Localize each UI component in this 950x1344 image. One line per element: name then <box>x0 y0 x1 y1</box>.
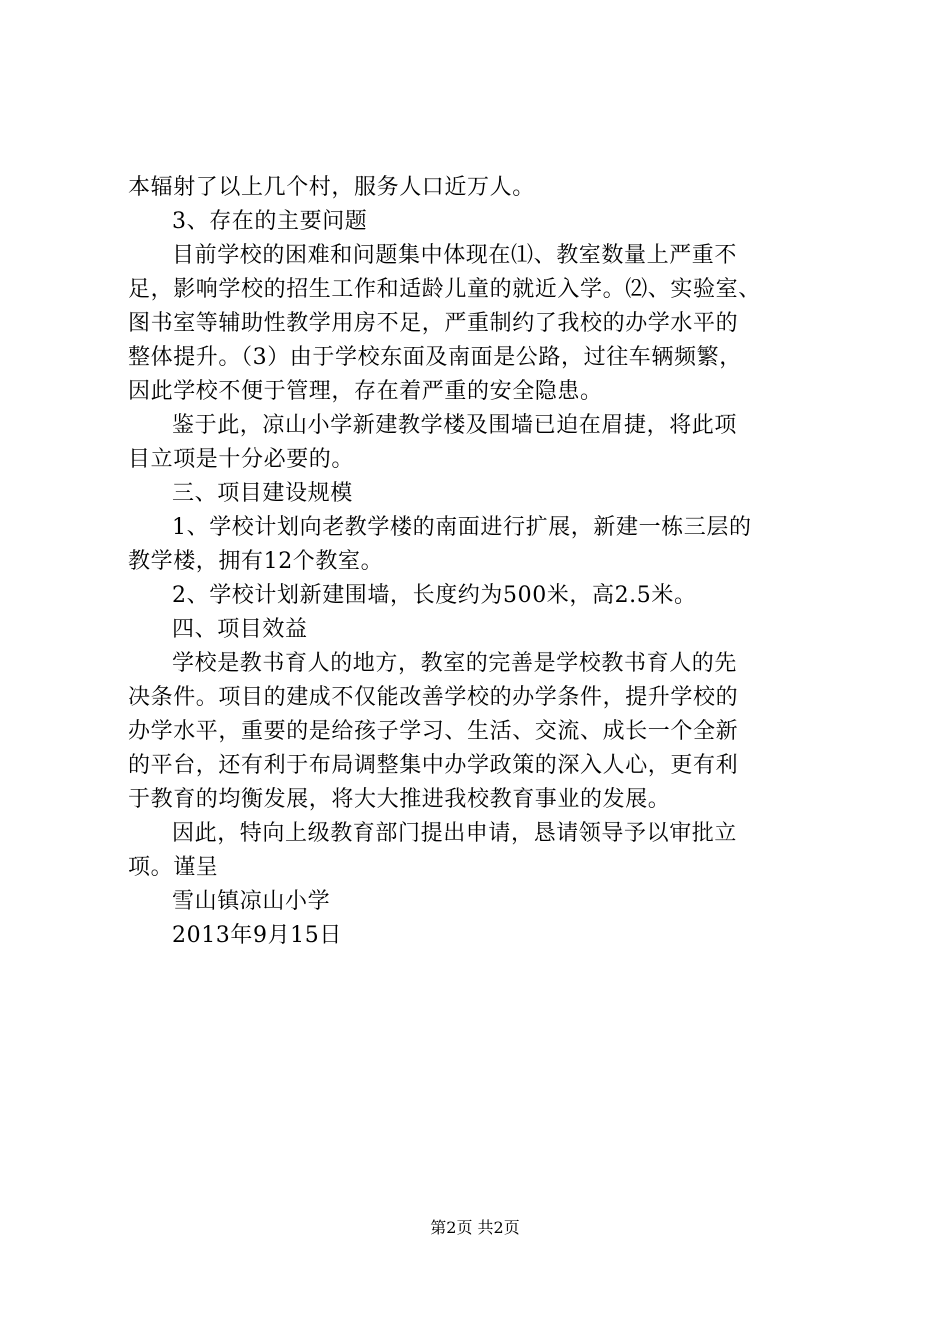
section-heading: 三、项目建设规模 <box>172 481 353 506</box>
body-line: 2、学校计划新建围墙，长度约为500米，高2.5米。 <box>172 583 697 608</box>
body-line: 项。谨呈 <box>128 855 219 880</box>
body-line: 学校是教书育人的地方，教室的完善是学校教书育人的先 <box>172 651 738 676</box>
section-heading: 四、项目效益 <box>172 617 308 642</box>
document-body <box>128 171 828 953</box>
body-line: 决条件。项目的建成不仅能改善学校的办学条件，提升学校的 <box>128 685 739 710</box>
body-line: 足，影响学校的招生工作和适龄儿童的就近入学。⑵、实验室、 <box>128 277 761 302</box>
body-line: 1、学校计划向老教学楼的南面进行扩展，新建一栋三层的 <box>172 515 752 540</box>
page-footer: 第2页 共2页 <box>430 1218 520 1237</box>
body-line: 图书室等辅助性教学用房不足，严重制约了我校的办学水平的 <box>128 311 739 336</box>
body-line: 整体提升。（3）由于学校东面及南面是公路，过往车辆频繁， <box>128 345 742 370</box>
body-line: 教学楼，拥有12个教室。 <box>128 549 384 574</box>
signature-org: 雪山镇凉山小学 <box>172 889 331 914</box>
body-line: 于教育的均衡发展，将大大推进我校教育事业的发展。 <box>128 787 671 812</box>
body-line: 因此，特向上级教育部门提出申请，恳请领导予以审批立 <box>172 821 738 846</box>
body-line: 办学水平，重要的是给孩子学习、生活、交流、成长一个全新 <box>128 719 739 744</box>
body-line: 的平台，还有利于布局调整集中办学政策的深入人心，更有利 <box>128 753 739 778</box>
body-line: 本辐射了以上几个村，服务人口近万人。 <box>128 175 535 200</box>
body-line: 因此学校不便于管理，存在着严重的安全隐患。 <box>128 379 603 404</box>
section-heading: 3、存在的主要问题 <box>172 209 368 234</box>
body-line: 目立项是十分必要的。 <box>128 447 355 472</box>
body-line: 目前学校的困难和问题集中体现在⑴、教室数量上严重不 <box>172 243 738 268</box>
signature-date: 2013年9月15日 <box>172 923 342 948</box>
body-line: 鉴于此，凉山小学新建教学楼及围墙已迫在眉捷，将此项 <box>172 413 738 438</box>
